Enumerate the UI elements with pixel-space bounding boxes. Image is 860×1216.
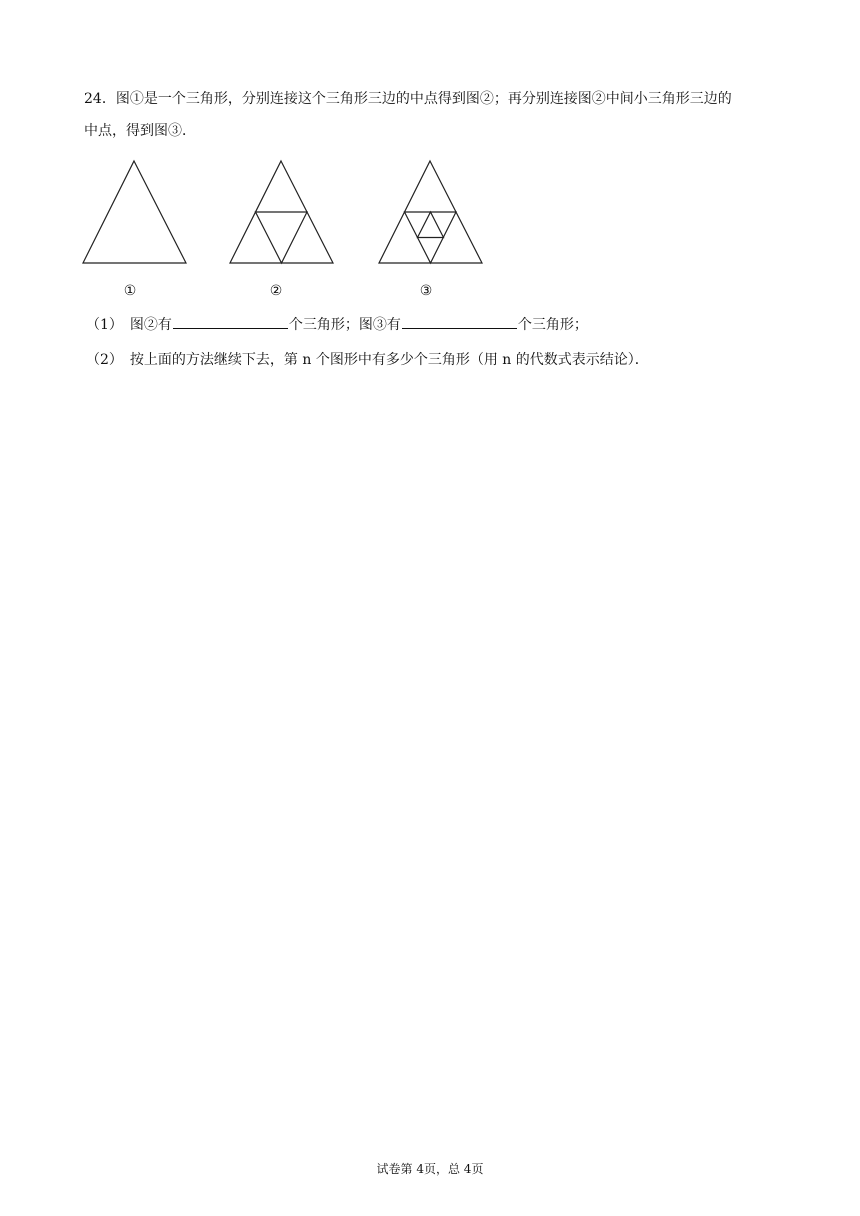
figure-2-triangle [229, 159, 335, 265]
answer-blank-2[interactable] [402, 314, 517, 329]
figure-1-triangle [82, 159, 188, 265]
question-line-2: 中点，得到图③． [84, 123, 196, 139]
subquestion-2: （2） 按上面的方法继续下去，第 n 个图形中有多少个三角形（用 n 的代数式表示结论）． [86, 352, 649, 368]
subquestion-1-middle: 个三角形；图③有 [288, 317, 401, 333]
figure-3-triangle [378, 159, 484, 265]
inner-midpoint-triangle [418, 212, 444, 238]
question-line-1: 24．图①是一个三角形，分别连接这个三角形三边的中点得到图②；再分别连接图②中间小三角形三边的 [84, 91, 732, 107]
outer-triangle [83, 161, 186, 263]
figure-1-label: ① [123, 283, 137, 299]
figure-3-label: ③ [419, 283, 433, 299]
subquestion-1-suffix: 个三角形； [517, 317, 588, 333]
midpoint-triangle [256, 212, 308, 263]
figure-2-label: ② [269, 283, 283, 299]
subquestion-1 [86, 314, 588, 335]
subquestion-1-prefix: （1） 图②有 [86, 317, 172, 333]
page-footer: 试卷第 4页，总 4页 [376, 1162, 484, 1176]
answer-blank-1[interactable] [173, 314, 288, 329]
